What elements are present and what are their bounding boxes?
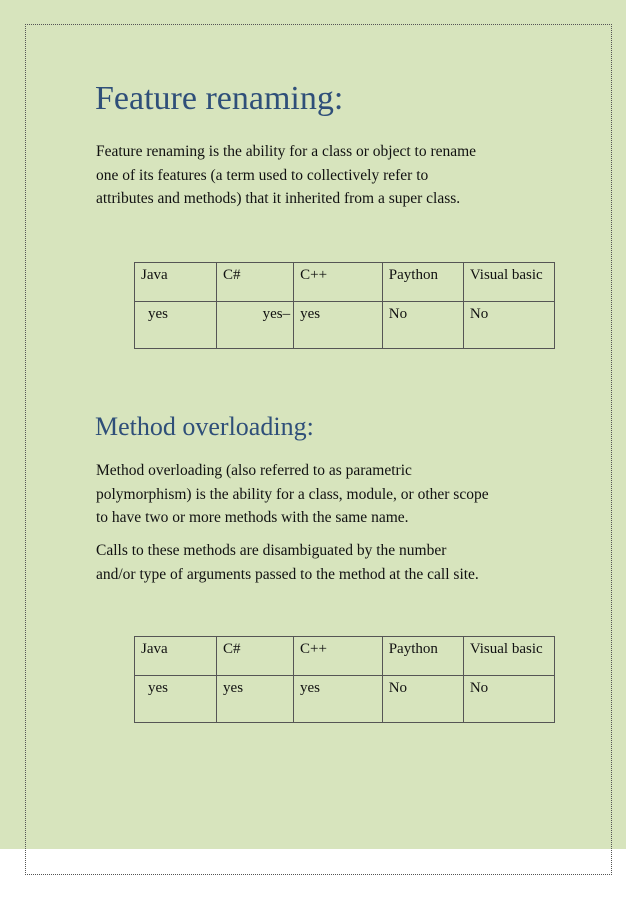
feature-renaming-table (134, 262, 555, 349)
cell-cpp: yes (293, 676, 382, 723)
cell-visual-basic: No (463, 302, 554, 349)
cell-java: yes (135, 676, 217, 723)
header-cell-java: Java (135, 637, 217, 676)
section-title-feature-renaming: Feature renaming: (95, 80, 344, 117)
header-cell-csharp: C# (217, 263, 294, 302)
header-cell-cpp: C++ (293, 637, 382, 676)
header-cell-visual-basic: Visual basic (463, 637, 554, 676)
paragraph-line: one of its features (a term used to collectively refer to (96, 166, 429, 184)
paragraph-line: Method overloading (also referred to as parametric (96, 462, 412, 479)
table-row (135, 302, 555, 349)
method-overloading-table (134, 636, 555, 723)
cell-visual-basic: No (463, 676, 554, 723)
cell-python: No (382, 302, 463, 349)
paragraph-line: to have two or more methods with the same name. (96, 509, 409, 526)
method-overloading-paragraph-2 (96, 539, 556, 586)
cell-cpp: yes (294, 302, 383, 349)
paragraph-line: Calls to these methods are disambiguated by the number (96, 542, 447, 559)
feature-renaming-paragraph (96, 140, 556, 211)
paragraph-line: polymorphism) is the ability for a class, module, or other scope (96, 485, 489, 503)
header-cell-python: Paython (382, 263, 463, 302)
cell-python: No (382, 676, 463, 723)
cell-csharp: yes– (217, 302, 294, 349)
method-overloading-paragraph-1 (96, 459, 556, 530)
cell-csharp: yes (217, 676, 294, 723)
header-cell-java: Java (135, 263, 217, 302)
header-cell-visual-basic: Visual basic (463, 263, 554, 302)
header-cell-python: Paython (382, 637, 463, 676)
paragraph-line: attributes and methods) that it inherited from a super class. (96, 190, 461, 207)
cell-java: yes (135, 302, 217, 349)
paragraph-line: Feature renaming is the ability for a class or object to rename (96, 143, 477, 160)
header-cell-csharp: C# (217, 637, 294, 676)
table-row (135, 676, 555, 723)
table-header-row (135, 263, 555, 302)
table-header-row (135, 637, 555, 676)
section-title-method-overloading: Method overloading: (95, 412, 314, 441)
header-cell-cpp: C++ (294, 263, 383, 302)
paragraph-line: and/or type of arguments passed to the method at the call site. (96, 565, 479, 583)
